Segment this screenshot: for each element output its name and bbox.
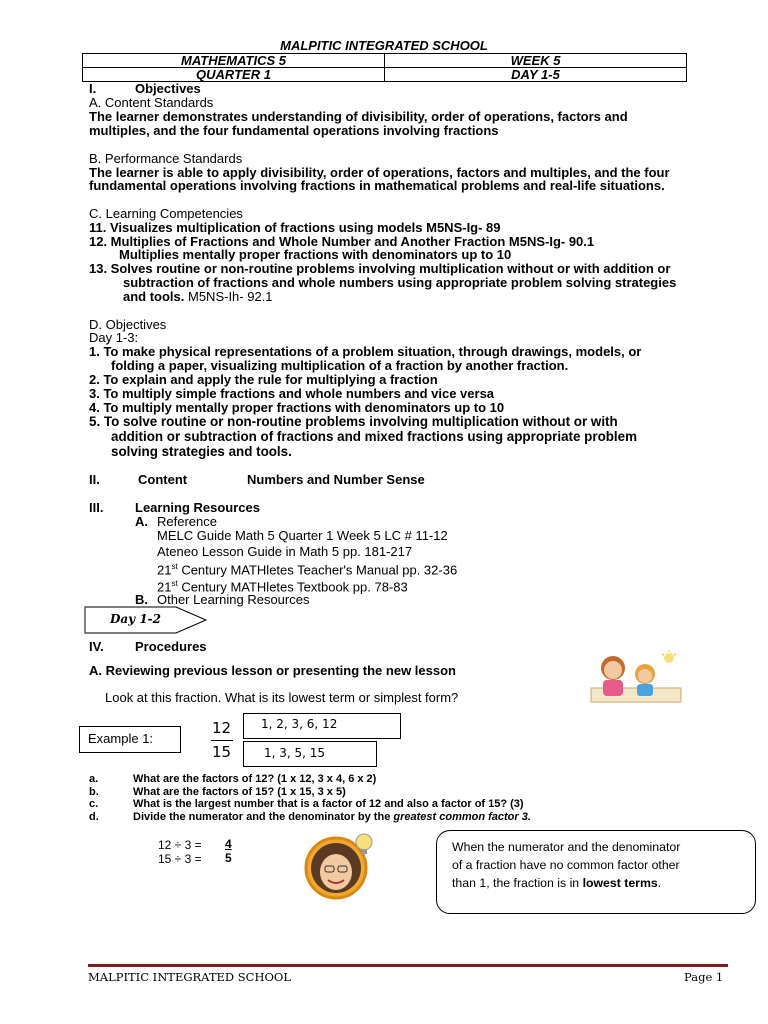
week-cell: WEEK 5 [385, 54, 687, 68]
content-standards-label: A. Content Standards [89, 95, 214, 110]
procedure-a-label: A. Reviewing previous lesson or presenting the new lesson [89, 663, 456, 678]
content-num: II. [89, 472, 100, 487]
question-c-letter: c. [89, 798, 99, 810]
question-d-text: Divide the numerator and the denominator by the [133, 811, 394, 823]
resources-label: Learning Resources [135, 500, 260, 515]
footer-rule [88, 964, 728, 967]
other-resources-letter: B. [135, 592, 148, 607]
fraction-numerator: 12 [212, 719, 232, 737]
student-avatar [296, 828, 380, 900]
objective-5-line-2: addition or subtraction of fractions and mixed fractions using appropriate problem [111, 429, 638, 444]
objective-1-line-1: 1. To make physical representations of a problem situation, through drawings, models, or [89, 344, 642, 359]
bubble-line-3-end: . [657, 876, 662, 890]
calc-numerator-answer: 4 [225, 837, 232, 851]
bubble-line-2: of a fraction have no common factor other [452, 858, 680, 872]
reference-1: MELC Guide Math 5 Quarter 1 Week 5 LC # 11-12 [157, 528, 448, 543]
day-tag-label: Day 1-2 [110, 612, 162, 626]
bubble-line-3 [452, 874, 661, 892]
reference-2: Ateneo Lesson Guide in Math 5 pp. 181-217 [157, 544, 413, 559]
question-a: What are the factors of 12? (1 x 12, 3 x 4, 6 x 2) [133, 773, 377, 785]
competency-13-line-1: 13. Solves routine or non-routine problems involving multiplication without or with addition or [89, 261, 671, 276]
footer-school: MALPITIC INTEGRATED SCHOOL [88, 970, 291, 984]
header-table [82, 53, 687, 82]
resources-num: III. [89, 500, 104, 515]
reference-letter: A. [135, 514, 148, 529]
reference-3-text: Century MATHletes Teacher's Manual pp. 32-36 [177, 562, 458, 578]
performance-line-2: fundamental operations involving fractions in mathematical problems and real-life situations. [89, 178, 665, 193]
footer-page: Page 1 [684, 970, 724, 984]
reference-3 [157, 560, 457, 577]
question-a-letter: a. [89, 773, 99, 785]
competencies-label: C. Learning Competencies [89, 206, 243, 221]
question-c: What is the largest number that is a factor of 12 and also a factor of 15? (3) [133, 798, 524, 810]
question-b-letter: b. [89, 786, 99, 798]
procedures-label: Procedures [135, 639, 207, 654]
objective-5-line-1: 5. To solve routine or non-routine problems involving multiplication without or with [89, 414, 618, 429]
objective-3: 3. To multiply simple fractions and whole numbers and vice versa [89, 386, 495, 401]
other-resources-label: Other Learning Resources [157, 592, 310, 607]
subject-cell: MATHEMATICS 5 [83, 54, 385, 68]
competency-12: 12. Multiplies of Fractions and Whole Number and Another Fraction M5NS-Ig- 90.1 [89, 234, 595, 249]
question-d [133, 811, 531, 823]
competency-13-code: M5NS-Ih- 92.1 [184, 289, 273, 304]
question-d-letter: d. [89, 811, 99, 823]
competency-11: 11. Visualizes multiplication of fractions using models M5NS-Ig- 89 [89, 220, 501, 235]
reference-4-sup: st [171, 579, 178, 588]
objective-1-line-2: folding a paper, visualizing multiplication of a fraction by another fraction. [111, 358, 569, 373]
objective-2: 2. To explain and apply the rule for multiplying a fraction [89, 372, 438, 387]
factors-15: 1, 3, 5, 15 [264, 746, 326, 760]
reference-3-sup: st [171, 562, 178, 571]
objective-4: 4. To multiply mentally proper fractions with denominators up to 10 [89, 400, 505, 415]
teacher-student-illustration [583, 650, 685, 706]
question-b: What are the factors of 15? (1 x 15, 3 x 5) [133, 786, 346, 798]
factors-12: 1, 2, 3, 6, 12 [261, 717, 338, 731]
performance-label: B. Performance Standards [89, 151, 243, 166]
reference-4-text: Century MATHletes Textbook pp. 78-83 [177, 579, 408, 595]
fraction-bar [211, 740, 233, 741]
calc-denominator-answer: 5 [225, 851, 232, 865]
question-d-italic: greatest common factor 3. [393, 811, 531, 823]
content-value: Numbers and Number Sense [247, 472, 425, 487]
quarter-cell: QUARTER 1 [83, 68, 385, 82]
competency-13-line-3 [123, 290, 273, 304]
fraction-question: Look at this fraction. What is its lowest term or simplest form? [105, 690, 459, 705]
reference-4-num: 21 [157, 579, 172, 595]
calc-denominator: 15 ÷ 3 = [158, 852, 202, 866]
competency-13-tail: and tools. [123, 289, 185, 304]
school-title: MALPITIC INTEGRATED SCHOOL [280, 38, 488, 53]
fraction-denominator: 15 [212, 743, 232, 761]
day-cell: DAY 1-5 [385, 68, 687, 82]
performance-line-1: The learner is able to apply divisibility, order of operations, factors and multiples, and the four [89, 165, 670, 180]
competency-12b: Multiplies mentally proper fractions with denominators up to 10 [119, 247, 512, 262]
day-1-3-label: Day 1-3: [89, 330, 139, 345]
procedures-num: IV. [89, 639, 104, 654]
bubble-line-3-text: than 1, the fraction is in [452, 876, 583, 890]
reference-label: Reference [157, 514, 217, 529]
objectives-title: Objectives [135, 81, 201, 96]
content-standards-line-1: The learner demonstrates understanding of divisibility, order of operations, factors and [89, 109, 628, 124]
objectives-num: I. [89, 81, 97, 96]
content-standards-line-2: multiples, and the four fundamental operations involving fractions [89, 123, 499, 138]
objective-5-line-3: solving strategies and tools. [111, 444, 292, 459]
bubble-line-1: When the numerator and the denominator [452, 840, 681, 854]
content-label: Content [138, 472, 188, 487]
example-label: Example 1: [88, 731, 154, 746]
calc-numerator: 12 ÷ 3 = [158, 838, 202, 852]
reference-3-num: 21 [157, 562, 172, 578]
d-objectives-label: D. Objectives [89, 317, 167, 332]
competency-13-line-2: subtraction of fractions and whole numbers using appropriate problem solving strategies [123, 275, 677, 290]
bubble-lowest-terms: lowest terms [582, 876, 658, 890]
